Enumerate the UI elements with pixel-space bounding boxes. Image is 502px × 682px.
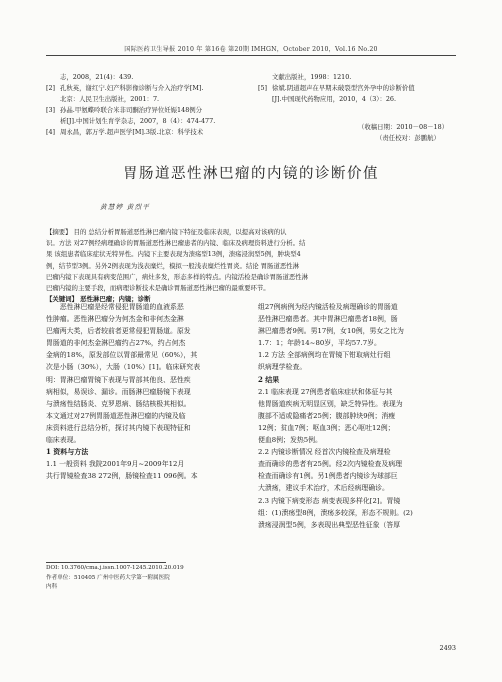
- author-affiliation-cont: 内科: [46, 584, 58, 590]
- body-line: 本文通过对27例胃肠道恶性淋巴瘤的内镜及临: [46, 411, 186, 420]
- body-left-column: [46, 301, 246, 482]
- reference-item: [4] 周永昌，郭万学.超声医学[M].3版.北京：科学技术: [46, 128, 204, 136]
- proof-editor: （责任校对：彭鹏航）: [376, 134, 440, 142]
- body-line: 便血8例；发热5例。: [258, 436, 322, 445]
- header-rule: [46, 55, 456, 56]
- body-right-column: [258, 301, 458, 531]
- body-line: 2.2 内镜诊断情况 经首次内镜检查及病理检: [258, 448, 391, 457]
- article-title: 胃肠道恶性淋巴瘤的内镜的诊断价值: [123, 166, 379, 182]
- body-line: 明：胃淋巴瘤胃镜下表现与胃部其他良、恶性疾: [46, 375, 191, 384]
- abstract-line: 巴瘤内镜下表现具有病变范围广，病灶多发，形态多样的特点。内镜活检是确诊胃肠道恶性淋: [46, 272, 309, 281]
- reference-item: [5] 徐斌.阴道超声在早期未破裂型宫外孕中的诊断价值: [258, 84, 415, 92]
- body-line: 组：(1)溃疡型8例，溃疡多较深，形态不规则。(2): [258, 508, 413, 517]
- reference-line: [J].中国现代药物应用，2010，4（3）：26.: [272, 95, 397, 103]
- received-date: （收稿日期：2010－08－18）: [358, 123, 449, 131]
- keywords: 【关键词】 恶性淋巴瘤；内镜；诊断: [46, 295, 151, 304]
- reference-line: 文献出版社，1998：1210.: [272, 73, 352, 81]
- body-line: 金病的18%，原发部位以胃部最常见（60%），其: [46, 351, 198, 360]
- reference-item: [3] 孙晶.甲氨蝶呤联合米非司酮治疗异位妊娠148例分: [46, 106, 203, 114]
- doi: DOI: 10.3760/cma.j.issn.1007-1245.2010.20.019: [46, 565, 184, 571]
- body-line: 淋巴瘤患者9例。男17例，女10例，男女之比为: [258, 327, 404, 336]
- body-line: 胃肠道的非何杰金淋巴瘤约占27%，约占何杰: [46, 339, 186, 348]
- reference-line: 志，2008，21(4)：439.: [60, 73, 134, 81]
- body-line: 共行胃镜检查38 272例，肠镜检查11 096例。本: [46, 472, 198, 481]
- body-line: 病相似，易误诊、漏诊。而肠淋巴瘤肠镜下表现: [46, 387, 191, 396]
- author-affiliation: 作者单位：510405 广州中医药大学第一附属医院: [46, 574, 170, 581]
- body-line: 恶性淋巴瘤是经常侵犯胃肠道的血液系恶: [59, 303, 184, 311]
- body-line: 腹部不适或隐痛者25例；腹部肿块9例；消瘦: [258, 411, 396, 420]
- body-line: 1.1 一般资料 我院2001年9月~2009年12月: [46, 460, 185, 469]
- body-line: 1.7：1；年龄14~80岁，平均57.7岁。: [258, 339, 381, 348]
- running-header: 国际医药卫生导报 2010 年 第16卷 第20期 IMHGN，October 2010，Vol.16 No.20: [124, 46, 378, 53]
- body-line: 检查而确诊有1例。另1例患者内镜诊为球部巨: [258, 472, 398, 481]
- abstract-line: 【摘要】 目的 总结分析胃肠道恶性淋巴瘤内镜下特征及临床表现，以提高对该病的认: [46, 228, 287, 236]
- body-line: 查而确诊的患者有25例。经2次内镜检查及病理: [258, 460, 403, 469]
- abstract-line: 果 该组患者临床症状无特异性。内镜下主要表现为溃疡型13例，溃疡浸润型5例，肿块型4: [46, 250, 301, 259]
- abstract-line: 巴瘤内镜的主要手段，而病理诊断技术是确诊胃肠道恶性淋巴瘤的最重要环节。: [46, 284, 270, 293]
- body-line: 组27例病例为经内镜活检及病理确诊的胃肠道: [258, 303, 398, 311]
- footnote-rule: [46, 562, 166, 563]
- body-line: 2.3 内镜下病变形态 病变表现多样化[2]。胃镜: [258, 496, 401, 505]
- footnote: [46, 564, 184, 593]
- body-line: 大溃疡，建议手术治疗，术后经病理确诊。: [258, 484, 389, 493]
- body-line: 巴瘤两大类，后者较前者更常侵犯胃肠道。原发: [46, 327, 191, 336]
- body-line: 溃疡浸润型5例，多表现出典型恶性征象（答厚: [258, 520, 401, 529]
- references-right: [258, 72, 415, 105]
- reference-item: [2] 孔秋英，谢红宁.妇产科影像诊断与介入治疗学[M].: [46, 84, 204, 92]
- body-line: 与溃疡性结肠炎、克罗恩病、肠结核极其相似。: [46, 399, 191, 408]
- abstract-line: 例，结节型3例。另外2例表现为浅表糜烂，模拟一般浅表糜烂性胃炎。结论 胃肠道恶性淋: [46, 261, 300, 270]
- references-left: [46, 72, 215, 138]
- page-number: 2493: [439, 644, 456, 652]
- body-line: 12例；贫血7例；呕血3例；恶心呕吐12例；: [258, 423, 395, 432]
- section-heading: 2 结果: [258, 374, 280, 384]
- body-line: 恶性淋巴瘤患者。其中胃淋巴瘤患者18例，肠: [258, 315, 398, 324]
- body-line: 织病理学检查。: [258, 363, 307, 372]
- body-line: 2.1 临床表现 27例患者临床症状和体征与其: [258, 387, 393, 396]
- abstract-line: 识。方法 对27例经病理确诊的胃肠道恶性淋巴瘤患者的内镜、临床及病理资料进行分析。结: [46, 239, 306, 248]
- body-line: 床资料进行总结分析，探讨其内镜下表现特征和: [46, 423, 191, 432]
- section-heading: 1 资料与方法: [46, 447, 89, 457]
- authors: 黄慧婷 黄烈平: [100, 203, 151, 211]
- abstract: [46, 227, 456, 305]
- body-line: 性肿瘤。恶性淋巴瘤分为何杰金和非何杰金淋: [46, 315, 184, 324]
- reference-line: 析[J].中国计划生育学杂志，2007，8（4）：474-477.: [60, 117, 216, 125]
- body-line: 次是小肠（30%），大肠（10%）[1]。临床研究表: [46, 363, 201, 372]
- body-line: 他胃肠道疾病无明显区别，缺乏特异性。表现为: [258, 399, 403, 408]
- reference-line: 北京：人民卫生出版社，2001：7.: [60, 95, 160, 103]
- body-line: 临床表现。: [46, 436, 81, 445]
- body-line: 1.2 方法 全部病例均在胃镜下钳取病灶行组: [258, 351, 391, 360]
